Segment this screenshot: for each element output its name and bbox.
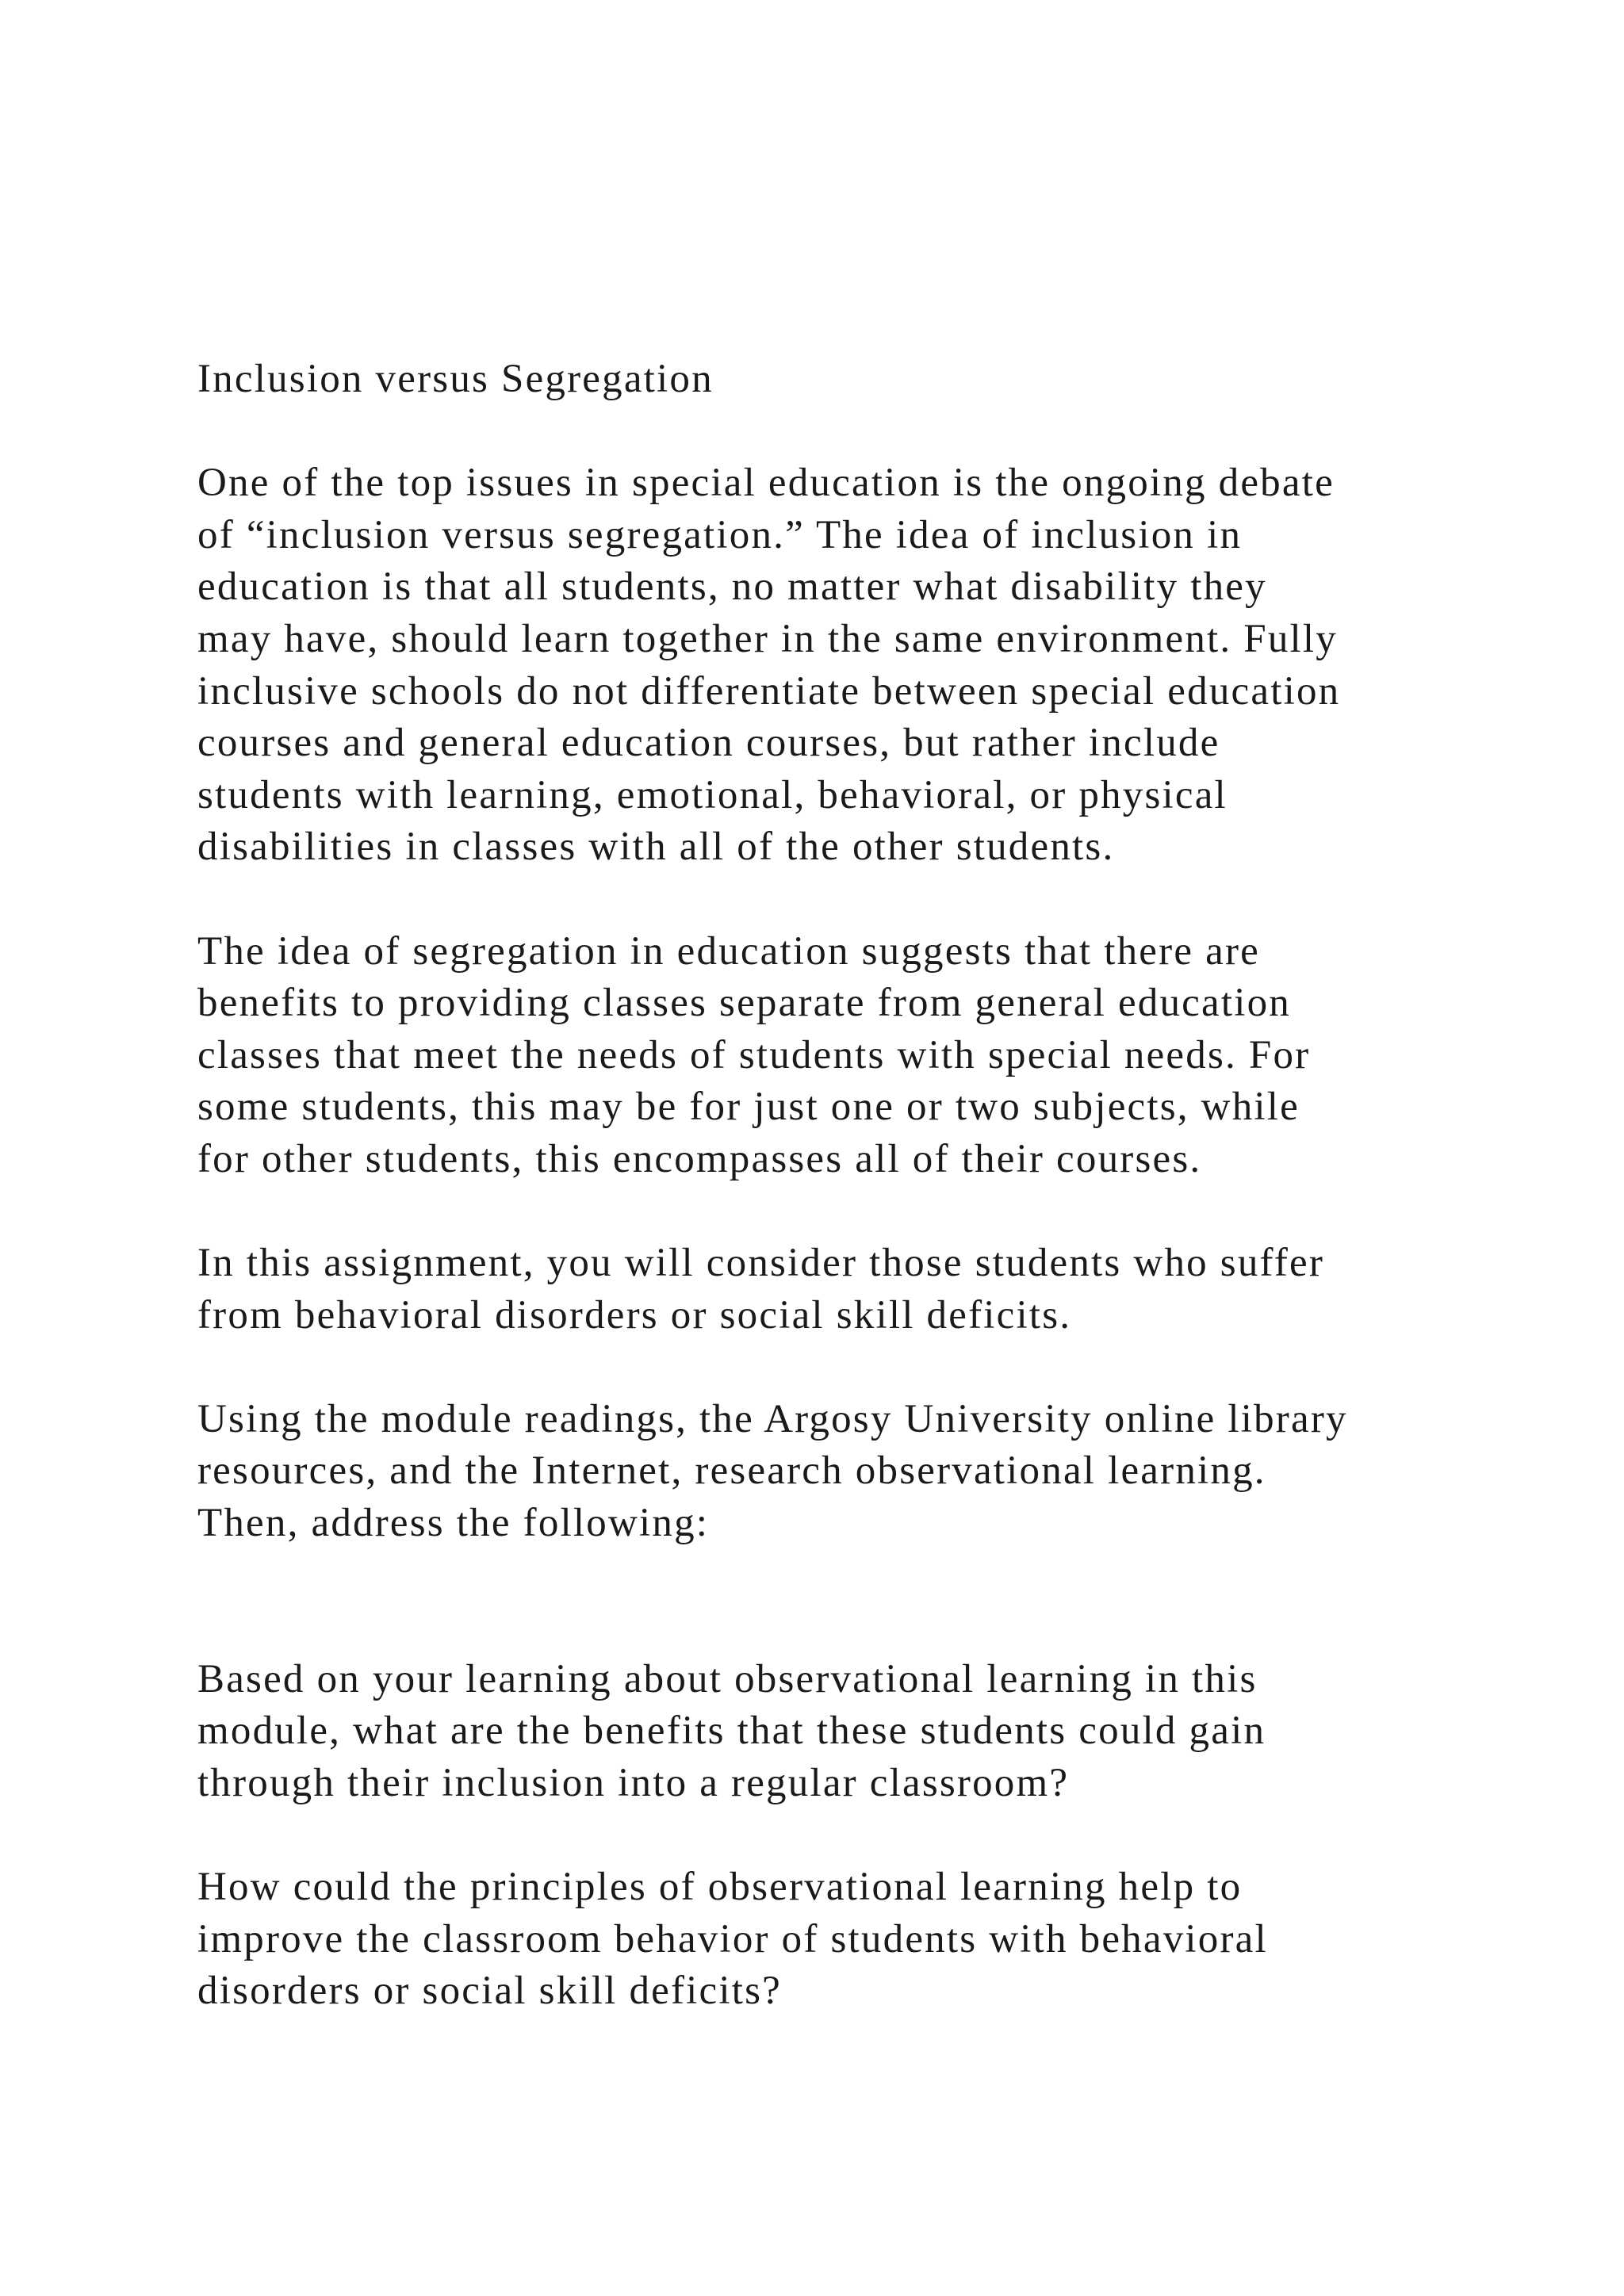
question-benefits xyxy=(197,1654,1530,1810)
text-line: resources, and the Internet, research observational learning. xyxy=(197,1448,1266,1494)
text-line: disorders or social skill deficits? xyxy=(197,1969,783,2014)
text-line: students with learning, emotional, behavioral, or physical xyxy=(197,772,1228,817)
spacer xyxy=(197,1341,1530,1394)
paragraph-inclusion-intro xyxy=(197,457,1530,874)
text-line: classes that meet the needs of students with special needs. For xyxy=(197,1032,1311,1077)
text-line: The idea of segregation in education suggests that there are xyxy=(197,928,1260,974)
text-line: some students, this may be for just one or two subjects, while xyxy=(197,1085,1300,1130)
spacer xyxy=(197,1186,1530,1238)
text-line: In this assignment, you will consider those students who suffer xyxy=(197,1241,1325,1286)
text-line: improve the classroom behavior of students with behavioral xyxy=(197,1916,1268,1961)
text-line: through their inclusion into a regular classroom? xyxy=(197,1761,1070,1806)
paragraph-instructions xyxy=(197,1394,1530,1550)
text-line: benefits to providing classes separate from general education xyxy=(197,981,1291,1026)
text-line: disabilities in classes with all of the other students. xyxy=(197,825,1115,870)
spacer xyxy=(197,406,1530,458)
text-line: How could the principles of observational learning help to xyxy=(197,1865,1243,1910)
text-line: module, what are the benefits that these students could gain xyxy=(197,1709,1266,1754)
text-line: for other students, this encompasses all of their courses. xyxy=(197,1136,1202,1181)
spacer xyxy=(197,1810,1530,1862)
text-line: One of the top issues in special education is the ongoing debate xyxy=(197,461,1335,506)
text-line: of “inclusion versus segregation.” The idea of inclusion in xyxy=(197,512,1243,557)
document-title: Inclusion versus Segregation xyxy=(197,357,714,401)
text-line: from behavioral disorders or social skill deficits. xyxy=(197,1292,1072,1337)
text-line: Then, address the following: xyxy=(197,1501,710,1546)
paragraph-segregation xyxy=(197,926,1530,1186)
text-line: Based on your learning about observational learning in this xyxy=(197,1656,1258,1701)
document-body xyxy=(197,354,1530,2018)
text-line: Using the module readings, the Argosy University online library xyxy=(197,1396,1348,1441)
spacer xyxy=(197,1550,1530,1654)
text-line: may have, should learn together in the same environment. Fully xyxy=(197,616,1338,661)
question-principles xyxy=(197,1862,1530,2018)
text-line: inclusive schools do not differentiate between special education xyxy=(197,668,1341,714)
paragraph-assignment xyxy=(197,1238,1530,1341)
spacer xyxy=(197,874,1530,926)
text-line: education is that all students, no matter what disability they xyxy=(197,564,1267,610)
text-line: courses and general education courses, but rather include xyxy=(197,721,1220,766)
